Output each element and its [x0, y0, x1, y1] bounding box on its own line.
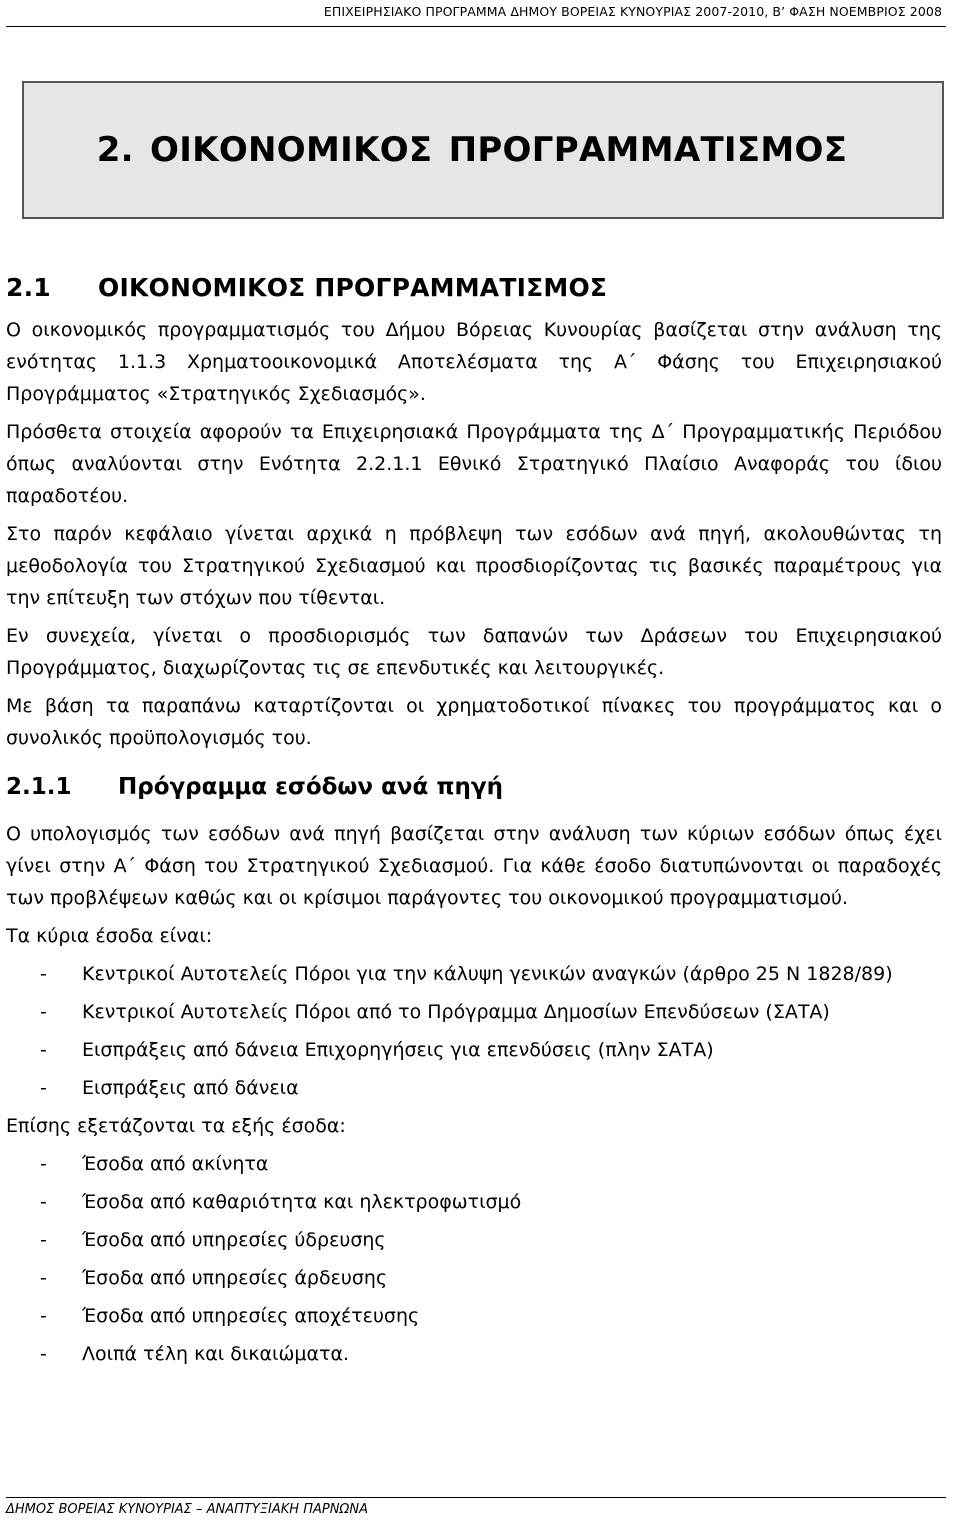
dash-bullet: - — [40, 1039, 47, 1061]
list-intro: Τα κύρια έσοδα είναι: — [6, 925, 213, 947]
dash-bullet: - — [40, 1153, 47, 1175]
subsection-heading — [6, 770, 942, 804]
paragraph: Με βάση τα παραπάνω καταρτίζονται οι χρηματοδοτικοί πίνακες του προγράμματος και ο συνολικός προϋπολογισμός του. — [6, 695, 942, 749]
dash-bullet: - — [40, 1229, 47, 1251]
list-item: - Έσοδα από υπηρεσίες ύδρευσης — [6, 1224, 942, 1256]
subsection-title: Πρόγραμμα εσόδων ανά πηγή — [118, 774, 503, 800]
paragraph: Ο οικονομικός προγραμματισμός του Δήμου Βόρειας Κυνουρίας βασίζεται στην ανάλυση της ενότητας 1.1.3 Χρηματοοικονομικά Αποτελέσματα της Α΄ Φάσης του Επιχειρησιακού Προγράμματος «Στρατηγικός Σχεδιασμός». — [6, 319, 942, 405]
running-header: ΕΠΙΧΕΙΡΗΣΙΑΚΟ ΠΡΟΓΡΑΜΜΑ ΔΗΜΟΥ ΒΟΡΕΙΑΣ ΚΥΝΟΥΡΙΑΣ 2007-2010, Β’ ΦΑΣΗ ΝΟΕΜΒΡΙΟΣ 2008 — [323, 4, 942, 19]
list-item: - Λοιπά τέλη και δικαιώματα. — [6, 1338, 942, 1370]
chapter-title: 2. ΟΙΚΟΝΟΜΙΚΟΣ ΠΡΟΓΡΑΜΜΑΤΙΣΜΟΣ — [96, 130, 848, 170]
list-item: - Έσοδα από καθαριότητα και ηλεκτροφωτισμό — [6, 1186, 942, 1218]
section-title: ΟΙΚΟΝΟΜΙΚΟΣ ΠΡΟΓΡΑΜΜΑΤΙΣΜΟΣ — [98, 273, 608, 302]
section-heading — [6, 270, 942, 306]
main-income-list — [6, 958, 942, 1104]
dash-bullet: - — [40, 1305, 47, 1327]
footer-rule — [6, 1497, 946, 1498]
document-body — [6, 270, 942, 1376]
header-rule — [6, 26, 946, 27]
chapter-title-box — [22, 81, 944, 219]
dash-bullet: - — [40, 1343, 47, 1365]
dash-bullet: - — [40, 1001, 47, 1023]
paragraph: Στο παρόν κεφάλαιο γίνεται αρχικά η πρόβλεψη των εσόδων ανά πηγή, ακολουθώντας τη μεθοδολογία του Στρατηγικού Σχεδιασμού και προσδιορίζοντας τις βασικές παραμέτρους για την επίτευξη των στόχων που τίθενται. — [6, 523, 942, 609]
paragraph: Ο υπολογισμός των εσόδων ανά πηγή βασίζεται στην ανάλυση των κύριων εσόδων όπως έχει γίνει στην Α΄ Φάση του Στρατηγικού Σχεδιασμού. Για κάθε έσοδο διατυπώνονται οι παραδοχές των προβλέψεων καθώς και οι κρίσιμοι παράγοντες του οικονομικού προγραμματισμού. — [6, 823, 942, 909]
page-footer: ΔΗΜΟΣ ΒΟΡΕΙΑΣ ΚΥΝΟΥΡΙΑΣ – ΑΝΑΠΤΥΞΙΑΚΗ ΠΑΡΝΩΝΑ — [6, 1502, 368, 1517]
dash-bullet: - — [40, 963, 47, 985]
dash-bullet: - — [40, 1267, 47, 1289]
list-item: - Εισπράξεις από δάνεια Επιχορηγήσεις για επενδύσεις (πλην ΣΑΤΑ) — [6, 1034, 942, 1066]
paragraph: Εν συνεχεία, γίνεται ο προσδιορισμός των δαπανών των Δράσεων του Επιχειρησιακού Προγράμματος, διαχωρίζοντας τις σε επενδυτικές και λειτουργικές. — [6, 625, 942, 679]
list-item: - Κεντρικοί Αυτοτελείς Πόροι από το Πρόγραμμα Δημοσίων Επενδύσεων (ΣΑΤΑ) — [6, 996, 942, 1028]
list-item: - Έσοδα από υπηρεσίες άρδευσης — [6, 1262, 942, 1294]
list-item: - Εισπράξεις από δάνεια — [6, 1072, 942, 1104]
other-income-list — [6, 1148, 942, 1370]
section-number: 2.1 — [6, 273, 51, 302]
dash-bullet: - — [40, 1191, 47, 1213]
list-intro: Επίσης εξετάζονται τα εξής έσοδα: — [6, 1115, 346, 1137]
paragraph: Πρόσθετα στοιχεία αφορούν τα Επιχειρησιακά Προγράμματα της Δ΄ Προγραμματικής Περιόδου όπως αναλύονται στην Ενότητα 2.2.1.1 Εθνικό Στρατηγικό Πλαίσιο Αναφοράς του ίδιου παραδοτέου. — [6, 421, 942, 507]
list-item: - Έσοδα από ακίνητα — [6, 1148, 942, 1180]
list-item: - Έσοδα από υπηρεσίες αποχέτευσης — [6, 1300, 942, 1332]
dash-bullet: - — [40, 1077, 47, 1099]
list-item: - Κεντρικοί Αυτοτελείς Πόροι για την κάλυψη γενικών αναγκών (άρθρο 25 Ν 1828/89) — [6, 958, 942, 990]
subsection-number: 2.1.1 — [6, 774, 72, 800]
